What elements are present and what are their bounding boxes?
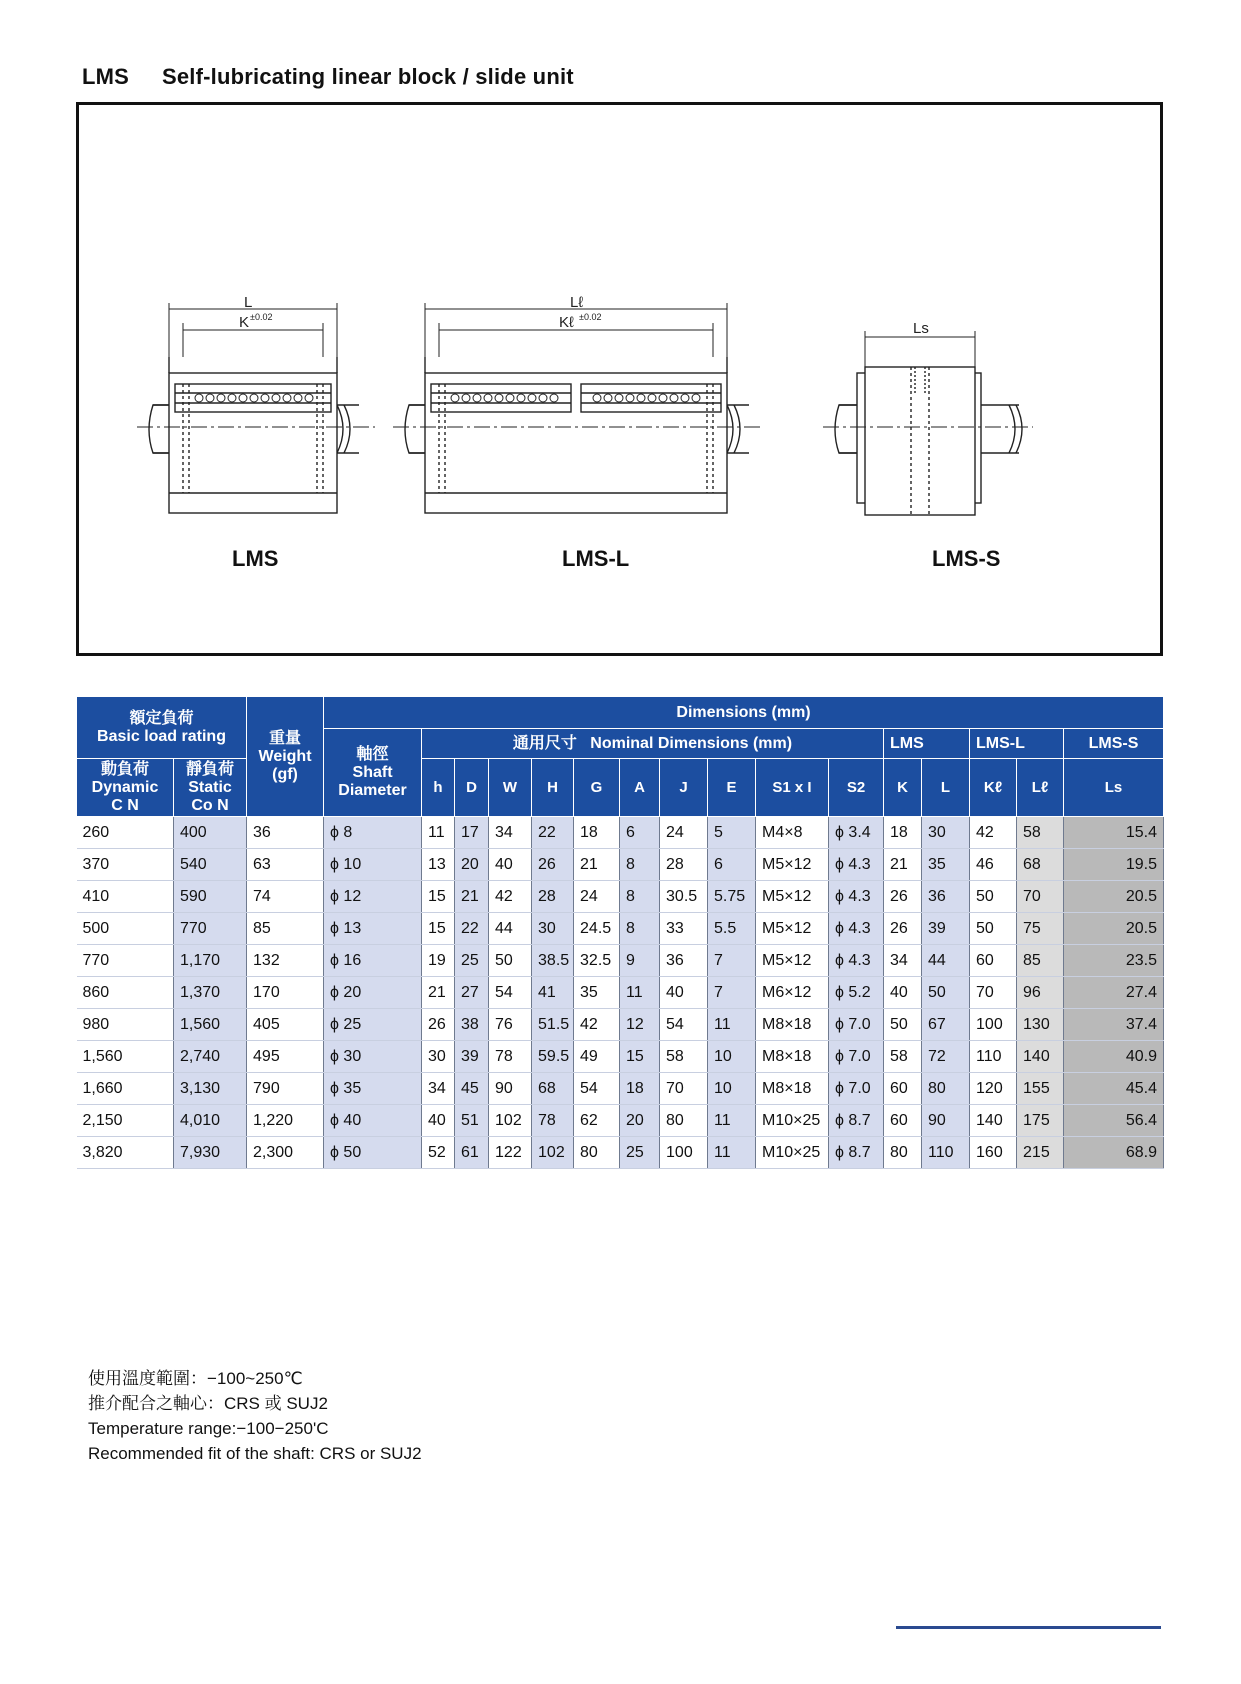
header-basic-load-cn: 額定負荷 <box>129 709 194 727</box>
table-cell: 50 <box>922 977 970 1009</box>
table-cell: ϕ 4.3 <box>829 945 884 977</box>
table-cell: 62 <box>574 1105 620 1137</box>
table-row <box>77 849 1164 881</box>
lms-l-drawing <box>393 303 763 513</box>
table-cell: M8×18 <box>756 1041 829 1073</box>
table-cell: 42 <box>489 881 532 913</box>
table-cell: 50 <box>489 945 532 977</box>
table-cell: 45 <box>455 1073 489 1105</box>
table-cell: 7,930 <box>174 1137 247 1169</box>
table-cell: 2,150 <box>77 1105 174 1137</box>
table-cell: 12 <box>620 1009 660 1041</box>
table-cell: 78 <box>489 1041 532 1073</box>
table-cell: 120 <box>970 1073 1017 1105</box>
table-cell: 260 <box>77 817 174 849</box>
lms-s-drawing <box>823 331 1033 515</box>
product-title: Self-lubricating linear block / slide unit <box>162 64 574 89</box>
table-cell: M10×25 <box>756 1137 829 1169</box>
table-cell: 40 <box>660 977 708 1009</box>
table-row <box>77 1009 1164 1041</box>
table-cell: 36 <box>247 817 324 849</box>
table-cell: 45.4 <box>1064 1073 1164 1105</box>
table-cell: 44 <box>489 913 532 945</box>
header-basic-load <box>77 697 247 759</box>
table-cell: 132 <box>247 945 324 977</box>
table-cell: 42 <box>970 817 1017 849</box>
table-cell: 8 <box>620 849 660 881</box>
table-cell: 155 <box>1017 1073 1064 1105</box>
table-cell: ϕ 3.4 <box>829 817 884 849</box>
table-cell: 51.5 <box>532 1009 574 1041</box>
product-code: LMS <box>82 64 130 89</box>
table-cell: ϕ 16 <box>324 945 422 977</box>
table-cell: 11 <box>708 1105 756 1137</box>
table-cell: 13 <box>422 849 455 881</box>
table-cell: 102 <box>489 1105 532 1137</box>
spec-table-body <box>77 817 1164 1169</box>
table-cell: 61 <box>455 1137 489 1169</box>
table-cell: 495 <box>247 1041 324 1073</box>
table-cell: 60 <box>970 945 1017 977</box>
header-static-cn: 靜負荷 <box>186 760 235 778</box>
table-cell: 68 <box>1017 849 1064 881</box>
table-cell: 33 <box>660 913 708 945</box>
table-cell: 140 <box>970 1105 1017 1137</box>
table-cell: 40 <box>489 849 532 881</box>
table-cell: 100 <box>660 1137 708 1169</box>
lms-dim-K: K <box>239 314 250 331</box>
header-dimensions: Dimensions (mm) <box>324 697 1164 729</box>
header-shaft-cn: 軸徑 <box>356 745 389 763</box>
table-cell: 370 <box>77 849 174 881</box>
table-cell: 1,370 <box>174 977 247 1009</box>
header-group-lms: LMS <box>884 729 970 759</box>
table-cell: 34 <box>884 945 922 977</box>
table-cell: 50 <box>970 881 1017 913</box>
table-cell: ϕ 8 <box>324 817 422 849</box>
table-cell: 90 <box>489 1073 532 1105</box>
lms-dim-tol: ±0.02 <box>250 312 273 322</box>
col-header-Ll: Lℓ <box>1017 759 1064 817</box>
table-row <box>77 1073 1164 1105</box>
table-cell: 21 <box>574 849 620 881</box>
table-cell: 85 <box>1017 945 1064 977</box>
table-cell: 39 <box>922 913 970 945</box>
table-cell: ϕ 7.0 <box>829 1073 884 1105</box>
table-cell: 40.9 <box>1064 1041 1164 1073</box>
table-cell: 130 <box>1017 1009 1064 1041</box>
table-cell: 1,660 <box>77 1073 174 1105</box>
table-cell: 22 <box>455 913 489 945</box>
table-cell: 51 <box>455 1105 489 1137</box>
table-cell: 1,560 <box>77 1041 174 1073</box>
table-cell: 39 <box>455 1041 489 1073</box>
table-cell: 44 <box>922 945 970 977</box>
header-static-unit: Co N <box>191 796 229 814</box>
table-cell: 35 <box>574 977 620 1009</box>
table-cell: 35 <box>922 849 970 881</box>
header-weight-unit: (gf) <box>272 765 298 783</box>
table-cell: 20.5 <box>1064 881 1164 913</box>
note-shaft-en: Recommended fit of the shaft: CRS or SUJ2 <box>88 1444 422 1463</box>
lms-dim-L: L <box>244 294 253 311</box>
table-cell: M5×12 <box>756 881 829 913</box>
table-cell: 17 <box>455 817 489 849</box>
table-cell: 15 <box>620 1041 660 1073</box>
table-cell: M5×12 <box>756 945 829 977</box>
table-cell: 1,170 <box>174 945 247 977</box>
table-cell: 11 <box>708 1137 756 1169</box>
figure-label-lms-l: LMS-L <box>562 546 630 571</box>
table-cell: 54 <box>489 977 532 1009</box>
col-header-Ls: Ls <box>1064 759 1164 817</box>
table-cell: 26 <box>884 913 922 945</box>
table-cell: 7 <box>708 977 756 1009</box>
table-cell: 49 <box>574 1041 620 1073</box>
col-header-H: H <box>532 759 574 817</box>
table-cell: 74 <box>247 881 324 913</box>
table-cell: 21 <box>884 849 922 881</box>
col-header-L: L <box>922 759 970 817</box>
table-cell: 5 <box>708 817 756 849</box>
figure-frame <box>76 102 1163 656</box>
col-header-Kl: Kℓ <box>970 759 1017 817</box>
table-cell: 26 <box>884 881 922 913</box>
table-cell: 30 <box>532 913 574 945</box>
table-cell: ϕ 40 <box>324 1105 422 1137</box>
col-header-E: E <box>708 759 756 817</box>
table-cell: 60 <box>884 1073 922 1105</box>
table-cell: 21 <box>422 977 455 1009</box>
col-header-h: h <box>422 759 455 817</box>
table-cell: 7 <box>708 945 756 977</box>
table-cell: 1,560 <box>174 1009 247 1041</box>
header-nominal <box>422 729 884 759</box>
table-cell: 72 <box>922 1041 970 1073</box>
col-header-G: G <box>574 759 620 817</box>
table-cell: 21 <box>455 881 489 913</box>
table-cell: 20 <box>620 1105 660 1137</box>
table-cell: 20.5 <box>1064 913 1164 945</box>
table-cell: 24.5 <box>574 913 620 945</box>
header-nominal-en: Nominal Dimensions (mm) <box>590 734 793 752</box>
table-cell: ϕ 35 <box>324 1073 422 1105</box>
col-header-W: W <box>489 759 532 817</box>
spec-table <box>76 696 1164 1169</box>
table-cell: 3,820 <box>77 1137 174 1169</box>
table-cell: 26 <box>532 849 574 881</box>
table-cell: ϕ 12 <box>324 881 422 913</box>
figure-label-lms: LMS <box>232 546 279 571</box>
table-cell: 860 <box>77 977 174 1009</box>
table-cell: 540 <box>174 849 247 881</box>
table-cell: ϕ 4.3 <box>829 913 884 945</box>
table-cell: 76 <box>489 1009 532 1041</box>
table-cell: ϕ 5.2 <box>829 977 884 1009</box>
table-cell: 110 <box>970 1041 1017 1073</box>
table-cell: 27 <box>455 977 489 1009</box>
header-basic-load-en: Basic load rating <box>97 727 226 745</box>
table-cell: M5×12 <box>756 849 829 881</box>
table-cell: 410 <box>77 881 174 913</box>
table-cell: 52 <box>422 1137 455 1169</box>
header-weight-cn: 重量 <box>269 729 302 747</box>
note-temperature-cn: 使用溫度範圍：−100~250℃ <box>88 1369 303 1388</box>
table-row <box>77 977 1164 1009</box>
table-cell: 175 <box>1017 1105 1064 1137</box>
table-cell: 60 <box>884 1105 922 1137</box>
figure-label-lms-s: LMS-S <box>932 546 1001 571</box>
table-cell: 4,010 <box>174 1105 247 1137</box>
table-cell: ϕ 25 <box>324 1009 422 1041</box>
table-cell: 11 <box>708 1009 756 1041</box>
table-cell: 980 <box>77 1009 174 1041</box>
table-cell: 15.4 <box>1064 817 1164 849</box>
table-cell: 28 <box>660 849 708 881</box>
table-cell: 6 <box>708 849 756 881</box>
table-cell: 85 <box>247 913 324 945</box>
table-cell: 100 <box>970 1009 1017 1041</box>
table-cell: 42 <box>574 1009 620 1041</box>
table-cell: 30 <box>422 1041 455 1073</box>
table-cell: 50 <box>970 913 1017 945</box>
lmsl-dim-K: Kℓ <box>559 314 574 331</box>
table-row <box>77 1105 1164 1137</box>
table-cell: M6×12 <box>756 977 829 1009</box>
header-group-lms-s: LMS-S <box>1064 729 1164 759</box>
table-cell: 2,300 <box>247 1137 324 1169</box>
table-row <box>77 817 1164 849</box>
lmsl-dim-L: Lℓ <box>570 294 584 311</box>
table-cell: 590 <box>174 881 247 913</box>
table-cell: 63 <box>247 849 324 881</box>
table-cell: 2,740 <box>174 1041 247 1073</box>
table-cell: 68.9 <box>1064 1137 1164 1169</box>
header-group-lms-l: LMS-L <box>970 729 1064 759</box>
table-cell: 50 <box>884 1009 922 1041</box>
table-cell: 500 <box>77 913 174 945</box>
header-dynamic <box>77 759 174 817</box>
table-cell: 15 <box>422 881 455 913</box>
page-title <box>82 64 574 90</box>
table-cell: 80 <box>660 1105 708 1137</box>
table-cell: 18 <box>574 817 620 849</box>
table-cell: 8 <box>620 881 660 913</box>
table-cell: 24 <box>660 817 708 849</box>
table-row <box>77 945 1164 977</box>
table-cell: 18 <box>884 817 922 849</box>
table-cell: 405 <box>247 1009 324 1041</box>
table-cell: 68 <box>532 1073 574 1105</box>
table-cell: 26 <box>422 1009 455 1041</box>
table-cell: 28 <box>532 881 574 913</box>
table-cell: ϕ 4.3 <box>829 881 884 913</box>
header-dynamic-unit: C N <box>111 796 139 814</box>
table-cell: 25 <box>620 1137 660 1169</box>
table-cell: 770 <box>77 945 174 977</box>
table-cell: 59.5 <box>532 1041 574 1073</box>
table-cell: M8×18 <box>756 1073 829 1105</box>
table-cell: 58 <box>884 1041 922 1073</box>
header-static-en: Static <box>188 778 232 796</box>
table-cell: M4×8 <box>756 817 829 849</box>
table-cell: 18 <box>620 1073 660 1105</box>
table-cell: ϕ 50 <box>324 1137 422 1169</box>
header-dynamic-cn: 動負荷 <box>100 760 149 778</box>
table-cell: 5.75 <box>708 881 756 913</box>
table-cell: 30 <box>922 817 970 849</box>
table-cell: 80 <box>884 1137 922 1169</box>
table-cell: 790 <box>247 1073 324 1105</box>
table-cell: 80 <box>574 1137 620 1169</box>
table-cell: 770 <box>174 913 247 945</box>
table-row <box>77 913 1164 945</box>
table-cell: 38 <box>455 1009 489 1041</box>
footer-rule <box>896 1626 1161 1629</box>
col-header-J: J <box>660 759 708 817</box>
table-cell: 34 <box>489 817 532 849</box>
table-cell: 102 <box>532 1137 574 1169</box>
table-cell: 54 <box>574 1073 620 1105</box>
table-cell: 37.4 <box>1064 1009 1164 1041</box>
table-cell: 3,130 <box>174 1073 247 1105</box>
note-shaft-cn: 推介配合之軸心：CRS 或 SUJ2 <box>88 1394 328 1413</box>
table-cell: 25 <box>455 945 489 977</box>
table-cell: 19 <box>422 945 455 977</box>
table-cell: 8 <box>620 913 660 945</box>
table-cell: 27.4 <box>1064 977 1164 1009</box>
table-cell: 78 <box>532 1105 574 1137</box>
table-cell: 9 <box>620 945 660 977</box>
table-cell: 40 <box>422 1105 455 1137</box>
table-cell: 70 <box>970 977 1017 1009</box>
note-temperature-en: Temperature range:−100−250'C <box>88 1419 329 1438</box>
table-cell: 140 <box>1017 1041 1064 1073</box>
table-cell: 90 <box>922 1105 970 1137</box>
table-cell: ϕ 13 <box>324 913 422 945</box>
table-cell: 1,220 <box>247 1105 324 1137</box>
table-cell: ϕ 30 <box>324 1041 422 1073</box>
table-cell: 20 <box>455 849 489 881</box>
table-cell: 34 <box>422 1073 455 1105</box>
col-header-K: K <box>884 759 922 817</box>
table-cell: 30.5 <box>660 881 708 913</box>
table-cell: 22 <box>532 817 574 849</box>
table-row <box>77 881 1164 913</box>
table-cell: 56.4 <box>1064 1105 1164 1137</box>
table-cell: 36 <box>660 945 708 977</box>
table-cell: 58 <box>660 1041 708 1073</box>
table-cell: M10×25 <box>756 1105 829 1137</box>
table-cell: 23.5 <box>1064 945 1164 977</box>
table-cell: 5.5 <box>708 913 756 945</box>
table-cell: 36 <box>922 881 970 913</box>
table-cell: 54 <box>660 1009 708 1041</box>
header-weight <box>247 697 324 817</box>
header-shaft-en1: Shaft <box>352 763 393 781</box>
lms-drawing <box>137 303 375 513</box>
notes <box>88 1366 422 1466</box>
table-cell: 19.5 <box>1064 849 1164 881</box>
table-cell: ϕ 4.3 <box>829 849 884 881</box>
table-cell: ϕ 8.7 <box>829 1137 884 1169</box>
header-nominal-cn: 通用尺寸 <box>512 734 577 752</box>
table-cell: ϕ 7.0 <box>829 1041 884 1073</box>
table-cell: ϕ 10 <box>324 849 422 881</box>
table-cell: 6 <box>620 817 660 849</box>
header-shaft <box>324 729 422 817</box>
table-cell: ϕ 7.0 <box>829 1009 884 1041</box>
table-cell: 38.5 <box>532 945 574 977</box>
table-cell: 11 <box>620 977 660 1009</box>
table-cell: 215 <box>1017 1137 1064 1169</box>
table-cell: 110 <box>922 1137 970 1169</box>
lmsl-dim-tol: ±0.02 <box>579 312 602 322</box>
header-static <box>174 759 247 817</box>
table-cell: 170 <box>247 977 324 1009</box>
col-header-A: A <box>620 759 660 817</box>
table-cell: 24 <box>574 881 620 913</box>
table-cell: ϕ 8.7 <box>829 1105 884 1137</box>
table-cell: ϕ 20 <box>324 977 422 1009</box>
col-header-D: D <box>455 759 489 817</box>
table-cell: 10 <box>708 1041 756 1073</box>
table-cell: 32.5 <box>574 945 620 977</box>
header-shaft-en2: Diameter <box>338 781 407 799</box>
table-cell: 160 <box>970 1137 1017 1169</box>
table-cell: 11 <box>422 817 455 849</box>
col-header-S2: S2 <box>829 759 884 817</box>
table-cell: 67 <box>922 1009 970 1041</box>
table-cell: M8×18 <box>756 1009 829 1041</box>
table-cell: 40 <box>884 977 922 1009</box>
table-row <box>77 1041 1164 1073</box>
lmss-dim-L: Ls <box>913 320 929 337</box>
header-weight-en: Weight <box>258 747 312 765</box>
table-cell: 46 <box>970 849 1017 881</box>
table-cell: 41 <box>532 977 574 1009</box>
table-cell: 122 <box>489 1137 532 1169</box>
header-dynamic-en: Dynamic <box>91 778 159 796</box>
table-cell: 58 <box>1017 817 1064 849</box>
table-row <box>77 1137 1164 1169</box>
table-cell: 15 <box>422 913 455 945</box>
table-cell: 80 <box>922 1073 970 1105</box>
table-cell: M5×12 <box>756 913 829 945</box>
col-header-S1xI: S1 x I <box>756 759 829 817</box>
table-cell: 70 <box>660 1073 708 1105</box>
table-cell: 75 <box>1017 913 1064 945</box>
table-cell: 70 <box>1017 881 1064 913</box>
table-cell: 10 <box>708 1073 756 1105</box>
table-cell: 400 <box>174 817 247 849</box>
table-cell: 96 <box>1017 977 1064 1009</box>
